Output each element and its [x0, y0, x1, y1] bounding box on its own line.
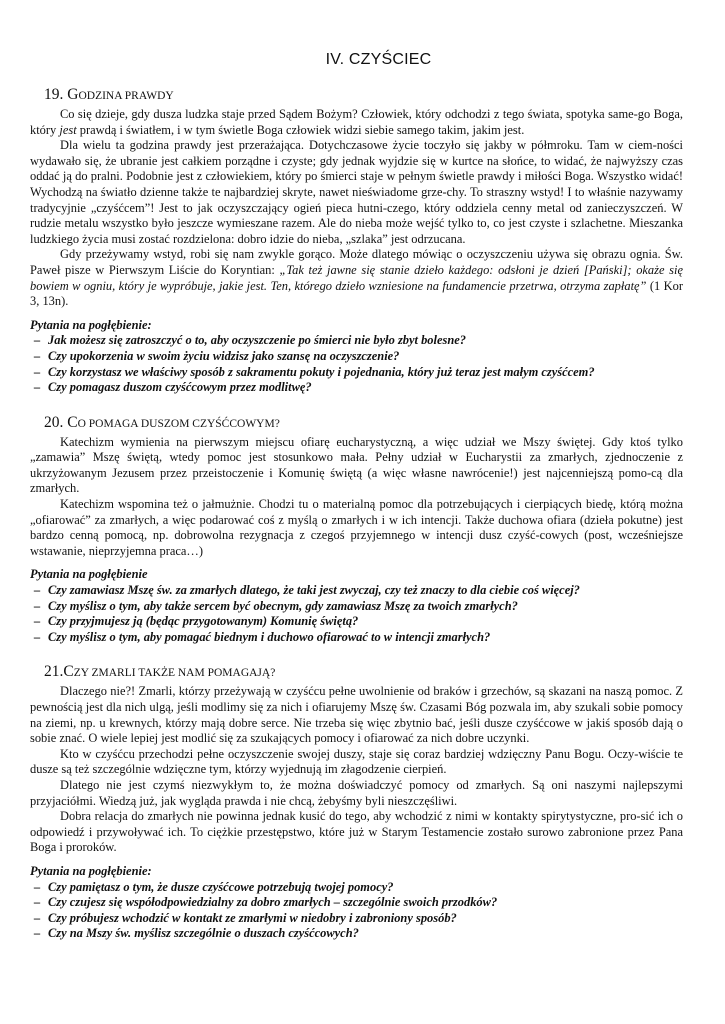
question-item: – Czy na Mszy św. myślisz szczególnie o duszach czyśćcowych? — [34, 926, 359, 941]
question-item: – Czy upokorzenia w swoim życiu widzisz jako szansę na oczyszczenie? — [34, 348, 400, 363]
paragraph: Dlaczego nie?! Zmarli, którzy przeżywają w czyśćcu pełne uwolnienie od braków i grzechów, są skazani na naszą pomoc. Z pewnością jest dla nich ulgą, jeśli modlimy się za nich i ofiarujemy Mszę św. Czasami Bóg pozwala im, aby szukali sobie pomocy na ziemi, np. u krewnych, którzy mają dobre serce. Nie trzeba się więc zbytnio bać, jeśli dusze czyśćcowe w jakiś sposób dają o sobie znać. O wiele lepiej jest modlić się za szukających pomocy i ofiarować za nich dobre uczynki. — [30, 684, 683, 746]
section-title: 19. GODZINA PRAWDY — [44, 86, 174, 103]
question-item: – Czy próbujesz wchodzić w kontakt ze zmarłymi w niedobry i zabroniony sposób? — [34, 910, 457, 925]
paragraph: Dobra relacja do zmarłych nie powinna jednak kusić do tego, aby wchodzić z nimi w kontakty spirytystyczne, pro-sić ich o odpowiedź i przywoływać ich. To ciężkie przestępstwo, które już w Starym Testamencie zostało surowo zabronione przez Pana Boga i proroków. — [30, 809, 683, 855]
document-page — [30, 50, 683, 942]
question-item: – Czy pomagasz duszom czyśćcowym przez modlitwę? — [34, 380, 312, 395]
section-title: 20. CO POMAGA DUSZOM CZYŚĆCOWYM? — [44, 413, 280, 431]
questions-heading: Pytania na pogłębienie — [30, 567, 148, 582]
question-item: – Czy czujesz się współodpowiedzialny za dobro zmarłych – szczególnie swoich przodków? — [34, 895, 498, 910]
paragraph: Co się dzieje, gdy dusza ludzka staje przed Sądem Bożym? Człowiek, który odchodzi z tego świata, spotyka same-go Boga, który jest prawdą i światłem, i w tym świetle Boga człowiek widzi siebie samego takim, jakim jest. — [30, 107, 683, 137]
section-21 — [30, 663, 683, 942]
question-item: – Czy myślisz o tym, aby pomagać biednym i duchowo ofiarować to w intencji zmarłych? — [34, 629, 491, 644]
question-item: – Czy przyjmujesz ją (będąc przygotowanym) Komunię świętą? — [34, 614, 359, 629]
section-title: 21.CZY ZMARLI TAKŻE NAM POMAGAJĄ? — [44, 663, 276, 681]
scripture-quote: „Tak też jawne się stanie dzieło każdego: odsłoni je dzień [Pański]; okaże się bowiem w ogniu, który je wypróbuje, jakie jest. Ten, którego dzieło wzniesione na fundamencie przetrwa, otrzyma zapłatę” — [30, 262, 683, 293]
questions-heading: Pytania na pogłębienie: — [30, 863, 152, 878]
question-item: – Czy zamawiasz Mszę św. za zmarłych dlatego, że taki jest zwyczaj, czy też znaczy to dla ciebie coś więcej? — [34, 583, 580, 598]
question-item: – Czy korzystasz we właściwy sposób z sakramentu pokuty i pojednania, który już teraz jest małym czyśćcem? — [34, 364, 595, 379]
paragraph: Kto w czyśćcu przechodzi pełne oczyszczenie swojej duszy, staje się coraz bardziej wdzięczny Panu Bogu. Oczy-wiście te dusze są też szczególnie wdzięczne tym, którzy wyjednują im złagodzenie cierpień. — [30, 746, 683, 777]
paragraph: Dlatego nie jest czymś niezwykłym to, że można doświadczyć pomocy od zmarłych. Są oni naszymi najlepszymi przyjaciółmi. Wiedzą już, jak wygląda prawda i nie chcą, żebyśmy byli nieszczęśliwi. — [30, 777, 683, 808]
questions-list — [30, 583, 683, 645]
paragraph: Katechizm wymienia na pierwszym miejscu ofiarę eucharystyczną, a więc udział we Mszy świętej. Gdy ktoś tylko „zamawia” Mszę świętą, wtedy pomoc jest stosunkowo mała. Pełny udział w Eucharystii za zmarłych, zjednoczenie z ukrzyżowanym Jezusem przez przeistoczenie i Komunię świętą (a więc własne nawrócenie!) jest najcenniejszą pomo-cą dla zmarłych. — [30, 434, 683, 496]
question-item: – Jak możesz się zatroszczyć o to, aby oczyszczenie po śmierci nie było zbyt bolesne? — [34, 333, 466, 348]
paragraph: Gdy przeżywamy wstyd, robi się nam zwykle gorąco. Może dlatego mówiąc o oczyszczeniu używa się obrazu ognia. Św. Paweł pisze w Pierwszym Liście do Koryntian: „Tak też jawne się stanie dzieło każdego: odsłoni je dzień [Pański]; okaże się bowiem w ogniu, który je wypróbuje, jakie jest. Ten, którego dzieło wzniesione na fundamencie przetrwa, otrzyma zapłatę” (1 Kor 3, 13n). — [30, 247, 684, 309]
question-item: – Czy pamiętasz o tym, że dusze czyśćcowe potrzebują twojej pomocy? — [34, 879, 394, 894]
chapter-title: IV. CZYŚCIEC — [325, 51, 432, 68]
questions-list — [30, 333, 683, 395]
question-item: – Czy myślisz o tym, aby także sercem być obecnym, gdy zamawiasz Mszę za twoich zmarłych? — [34, 598, 518, 613]
section-20 — [30, 414, 683, 646]
paragraph: Katechizm wspomina też o jałmużnie. Chodzi tu o materialną pomoc dla potrzebujących i cierpiących biedę, którą można „ofiarować” za zmarłych, a więc podarować coś z myślą o zmarłych i w ich intencji. Także duchowa ofiara (dzieła pokutne) jest bardzo cenną pomocą, np. dobrowolna rezygnacja z czegoś przyjemnego w intencji dusz czyść-cowych (post, wcześniejsze wstawanie, nieprzyjemna praca…) — [30, 497, 683, 558]
questions-list — [30, 880, 683, 942]
questions-heading: Pytania na pogłębienie: — [30, 317, 152, 332]
paragraph: Dla wielu ta godzina prawdy jest przerażająca. Dotychczasowe życie toczyło się jakby w półmroku. Tam w ciem-ności wydawało się, że ubranie jest całkiem porządne i czyste; gdy jednak wyjdzie się w kurtce na słońce, to widać, że najwyższy czas oddać ją do pralni. Podobnie jest z człowiekiem, który po śmierci staje w pełnym świetle prawdy i miłości Boga. Wszystko widać! Wychodzą na światło dzienne także te najbardziej skryte, nawet nieświadome grze-chy. To straszny wstyd! I to właśnie nazywamy tradycyjnie „czyśćcem”! Jest to jak oczyszczający ogień pieca hutni-czego, który oddziela cenny metal od zanieczyszczeń. W rudzie metalu wszystko było jeszcze wymieszane razem. Ale do nieba może wejść tylko to, co jest czyste i szlachetne. Mieszanka ludzkiego życia musi zostać rozdzielona: dobro idzie do nieba, „szlaka” jest odrzucana. — [30, 138, 683, 246]
section-19 — [30, 86, 683, 396]
